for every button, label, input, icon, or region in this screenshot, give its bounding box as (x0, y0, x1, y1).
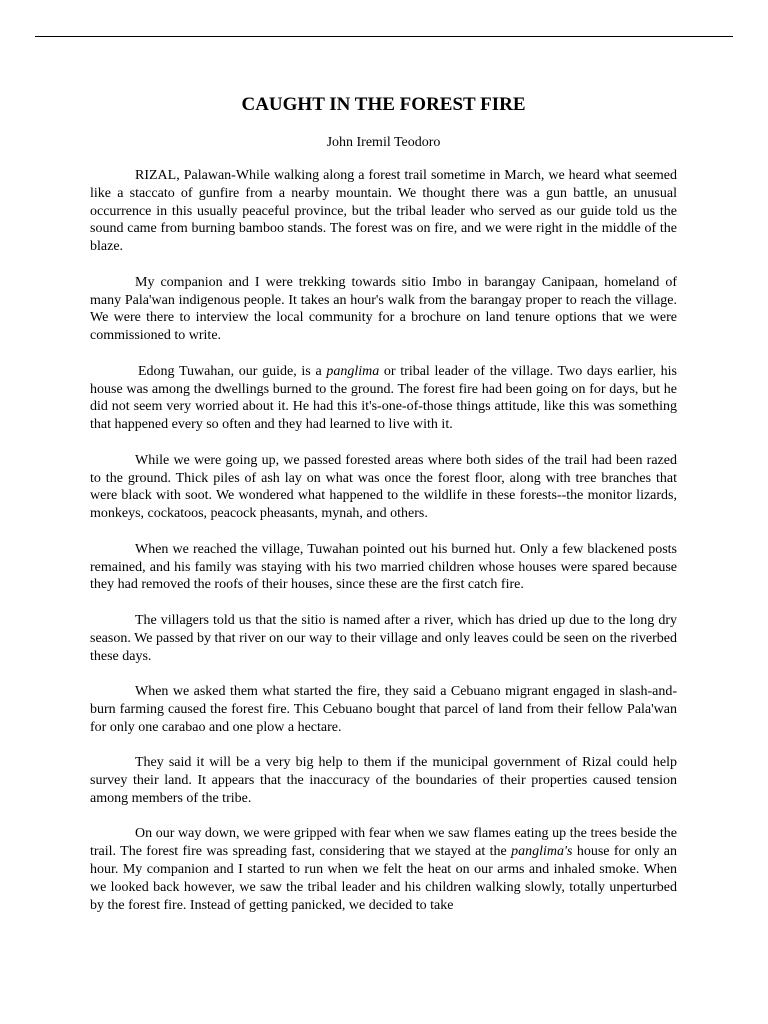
article-title: CAUGHT IN THE FOREST FIRE (241, 94, 526, 115)
paragraph-2 (90, 274, 677, 345)
paragraph-7 (90, 683, 677, 736)
article-author: John Iremil Teodoro (326, 135, 441, 150)
paragraph-3-text-a: Edong Tuwahan, our guide, is a (138, 363, 327, 379)
paragraph-5 (90, 541, 677, 594)
paragraph-1-text: RIZAL, Palawan-While walking along a forest trail sometime in March, we heard what seemed like a staccato of gunfire from a nearby mountain. We thought there was a gun battle, an unusual occurrence in this usually peaceful province, but the tribal leader who served as our guide told us the sound came from burning bamboo stands. The forest was on fire, and we were right in the middle of the blaze. (90, 168, 677, 255)
paragraph-9-text-b: house for only an hour. My companion and I started to run when we felt the heat on our arms and inhaled smoke. When we looked back however, we saw the tribal leader and his children walking slowly, totally unperturbed by the forest fire. Instead of getting panicked, we decided to take (90, 844, 677, 913)
paragraph-9 (90, 825, 677, 914)
paragraph-5-text: When we reached the village, Tuwahan pointed out his burned hut. Only a few blackened posts remained, and his family was staying with his two married children whose houses were spared because they had removed the roofs of their houses, since these are the first catch fire. (90, 541, 677, 593)
paragraph-4 (90, 452, 677, 523)
paragraph-6 (90, 612, 677, 665)
header-rule (35, 36, 733, 37)
paragraph-1 (90, 167, 677, 256)
article-body (90, 167, 677, 914)
paragraph-3-text-b: or tribal leader of the village. Two days earlier, his house was among the dwellings burned to the ground. The forest fire had been going on for days, but he did not seem very worried about it. He had this it's-one-of-those things attitude, like this was something that happened every so often and they had learned to live with it. (90, 363, 677, 433)
paragraph-3-italic: panglima (326, 363, 380, 379)
paragraph-4-text: While we were going up, we passed forested areas where both sides of the trail had been razed to the ground. Thick piles of ash lay on what was once the forest floor, along with tree branches that were black with soot. We wondered what happened to the wildlife in these forests--the monitor lizards, monkeys, cockatoos, peacock pheasants, mynah, and others. (90, 452, 677, 522)
paragraph-6-text: The villagers told us that the sitio is named after a river, which has dried up due to the long dry season. We passed by that river on our way to their village and only leaves could be seen on the riverbed these days. (90, 612, 677, 664)
paragraph-8 (90, 754, 677, 807)
paragraph-7-text: When we asked them what started the fire, they said a Cebuano migrant engaged in slash-and-burn farming caused the forest fire. This Cebuano bought that parcel of land from their fellow Pala'wan for only one carabao and one plow a hectare. (90, 684, 677, 735)
paragraph-3 (90, 363, 677, 434)
document-page (90, 93, 677, 932)
paragraph-2-text: My companion and I were trekking towards sitio Imbo in barangay Canipaan, homeland of many Pala'wan indigenous people. It takes an hour's walk from the barangay proper to reach the village. We were there to interview the local community for a brochure on land tenure options that we were commissioned to write. (90, 274, 677, 344)
paragraph-9-text-a: On our way down, we were gripped with fear when we saw flames eating up the trees beside the trail. The forest fire was spreading fast, considering that we stayed at the (90, 826, 677, 860)
paragraph-9-italic: panglima's (511, 844, 573, 860)
paragraph-8-text: They said it will be a very big help to them if the municipal government of Rizal could help survey their land. It appears that the inaccuracy of the boundaries of their properties caused tension among members of the tribe. (90, 755, 677, 806)
